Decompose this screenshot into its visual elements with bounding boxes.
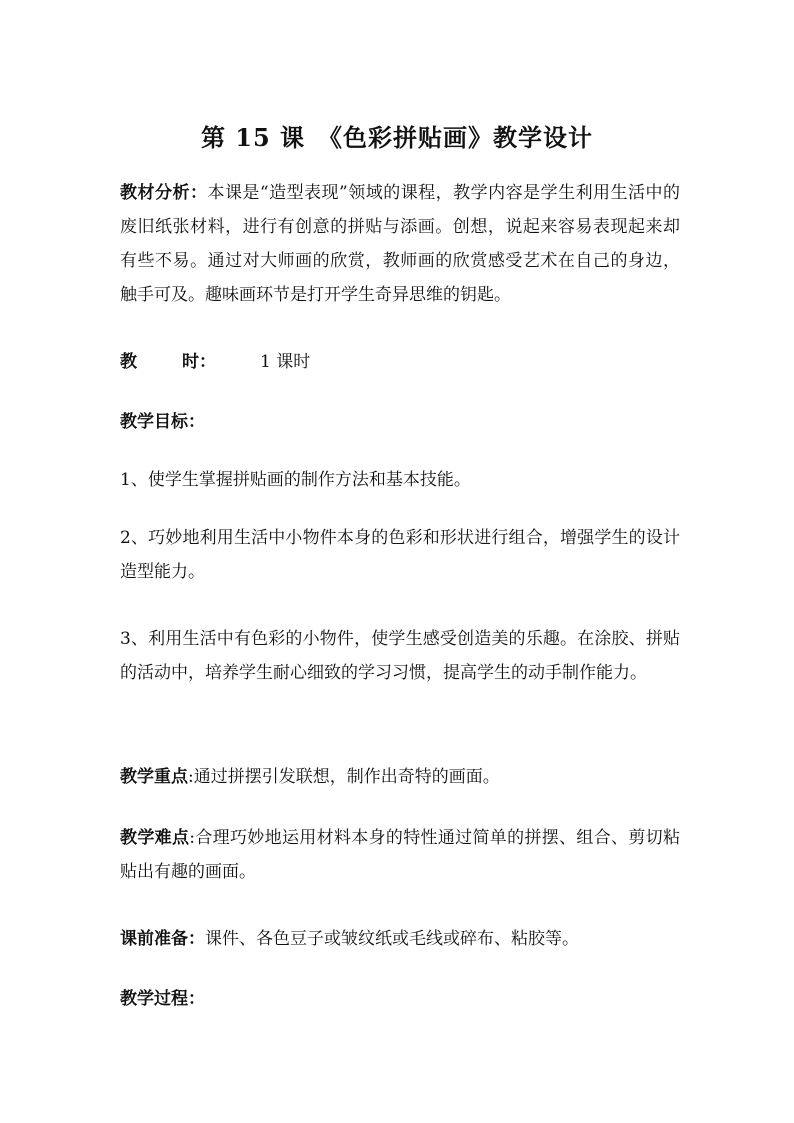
difficulty-paragraph bbox=[120, 821, 680, 889]
process-heading: 教学过程： bbox=[120, 989, 205, 1009]
preparation-paragraph bbox=[120, 922, 680, 956]
objectives-heading: 教学目标： bbox=[120, 412, 205, 432]
preparation-text: 课件、各色豆子或皱纹纸或毛线或碎布、粘胶等。 bbox=[205, 929, 579, 949]
preparation-label: 课前准备： bbox=[120, 929, 205, 949]
class-time-row bbox=[120, 345, 310, 379]
material-analysis-label: 教材分析： bbox=[120, 183, 208, 203]
page-title: 第 15 课 《色彩拼贴画》教学设计 bbox=[200, 123, 594, 152]
class-time-label-part1: 教 bbox=[120, 352, 137, 372]
objective-item: 3、利用生活中有色彩的小物件，使学生感受创造美的乐趣。在涂胶、拼贴的活动中，培养学生耐心细致的学习习惯，提高学生的动手制作能力。 bbox=[120, 629, 680, 683]
class-time-value: 1 课时 bbox=[260, 352, 311, 372]
class-time-label-part2: 时： bbox=[182, 352, 216, 372]
difficulty-text: :合理巧妙地运用材料本身的特性通过简单的拼摆、组合、剪切粘贴出有趣的画面。 bbox=[120, 828, 681, 882]
material-analysis-text: 本课是“造型表现”领域的课程，教学内容是学生利用生活中的废旧纸张材料，进行有创意的拼贴与添画。创想，说起来容易表现起来却有些不易。通过对大师画的欣赏，教师画的欣赏感受艺术在自己的身边，触手可及。趣味画环节是打开学生奇异思维的钥匙。 bbox=[120, 183, 681, 305]
key-point-paragraph bbox=[120, 760, 680, 794]
difficulty-label: 教学难点 bbox=[120, 828, 190, 848]
material-analysis-paragraph bbox=[120, 176, 680, 312]
key-point-label: 教学重点 bbox=[120, 767, 188, 787]
objective-item: 1、使学生掌握拼贴画的制作方法和基本技能。 bbox=[120, 470, 471, 490]
key-point-text: :通过拼摆引发联想，制作出奇特的画面。 bbox=[188, 767, 500, 787]
objective-item: 2、巧妙地利用生活中小物件本身的色彩和形状进行组合，增强学生的设计造型能力。 bbox=[120, 528, 680, 582]
